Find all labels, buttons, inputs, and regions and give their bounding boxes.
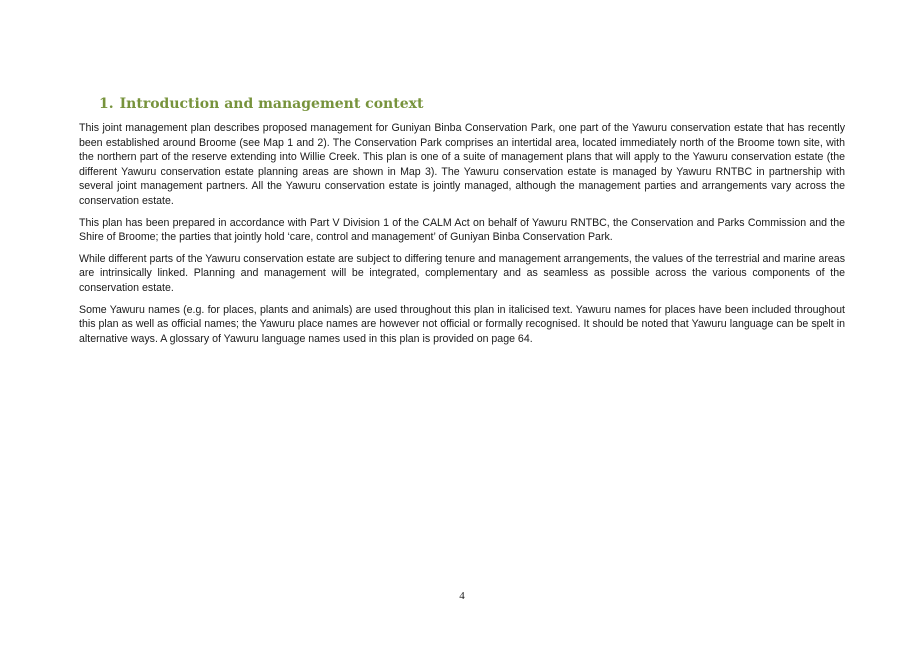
page-number: 4 — [459, 590, 465, 602]
paragraph-calm-act: This plan has been prepared in accordance with Part V Division 1 of the CALM Act on behalf of Yawuru RNTBC, the Conservation and Parks Commission and the Shire of Broome; the parties that jointly hold ‘care, control and management’ of Guniyan Binba Conservation Park. — [79, 216, 845, 244]
paragraph-yawuru-names: Some Yawuru names (e.g. for places, plants and animals) are used throughout this plan in italicised text. Yawuru names for places have been included throughout this plan as well as official names; the Yawuru place names are however not official or formally recognised. It should be noted that Yawuru language can be spelt in alternative ways. A glossary of Yawuru language names used in this plan is provided on page 64. — [79, 303, 845, 345]
paragraph-intro: This joint management plan describes proposed management for Guniyan Binba Conservation Park, one part of the Yawuru conservation estate that has recently been established around Broome (see Map 1 and 2). The Conservation Park comprises an intertidal area, located immediately north of the Broome town site, with the northern part of the reserve extending into Willie Creek. This plan is one of a suite of management plans that will apply to the Yawuru conservation estate (the different Yawuru conservation estate planning areas are shown in Map 3). The Yawuru conservation estate is managed by Yawuru RNTBC in partnership with several joint management partners. All the Yawuru conservation estate is jointly managed, although the management parties and arrangements vary across the conservation estate. — [79, 122, 845, 207]
section-number: 1. — [99, 96, 114, 112]
section-heading — [99, 94, 423, 114]
section-body — [79, 121, 845, 353]
paragraph-tenure: While different parts of the Yawuru conservation estate are subject to differing tenure and management arrangements, the values of the terrestrial and marine areas are intrinsically linked. Planning and management will be integrated, complementary and as seamless as possible across the various components of the conservation estate. — [79, 252, 845, 294]
section-title: Introduction and management context — [119, 96, 424, 112]
